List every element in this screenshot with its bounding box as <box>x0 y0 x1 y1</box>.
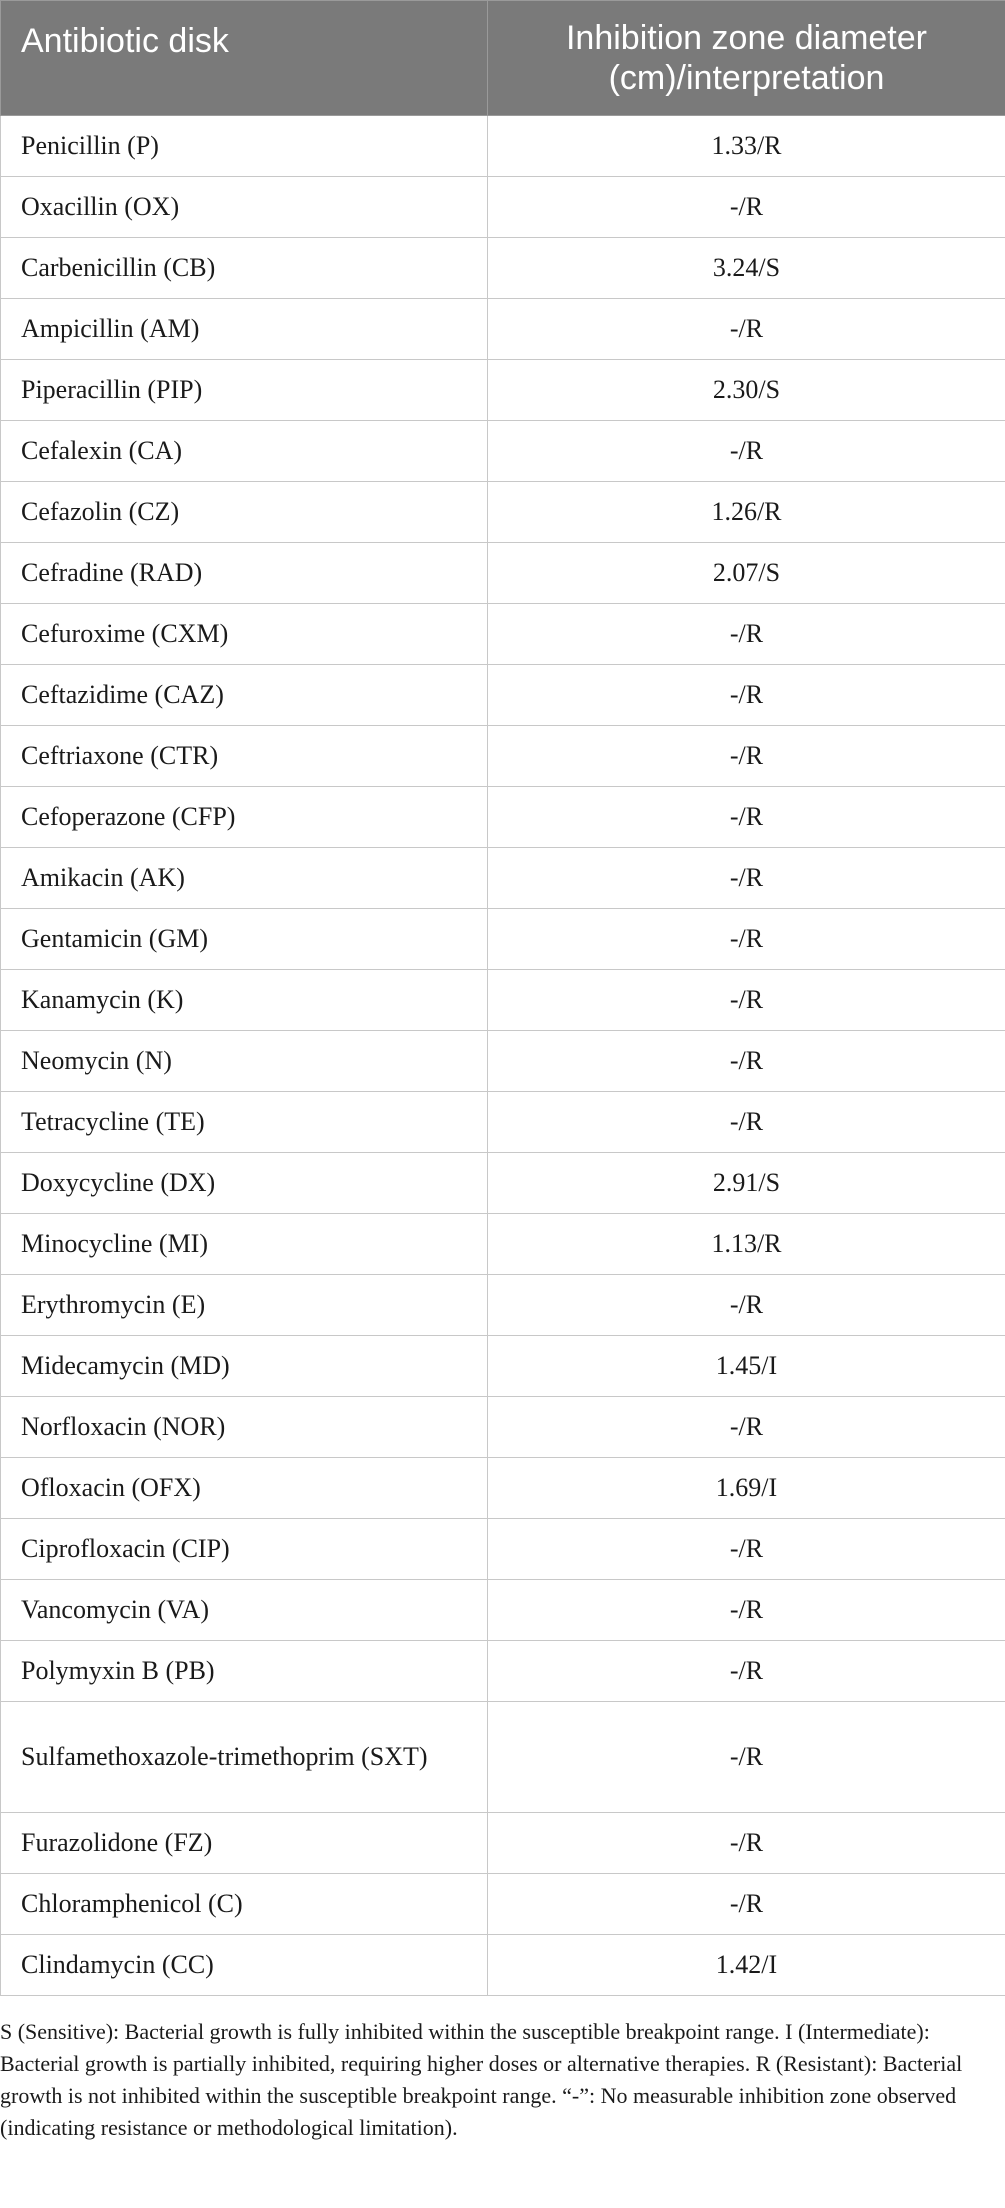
table-row <box>1 1214 1005 1275</box>
table-row <box>1 848 1005 909</box>
header-inhibition-zone: Inhibition zone diameter (cm)/interpretation <box>488 1 1005 116</box>
table-row <box>1 1641 1005 1702</box>
table-row <box>1 116 1005 177</box>
table-row <box>1 909 1005 970</box>
antibiotic-name-cell: Amikacin (AK) <box>1 848 488 909</box>
antibiotic-name-cell: Ofloxacin (OFX) <box>1 1458 488 1519</box>
inhibition-value-cell: 1.45/I <box>488 1336 1005 1397</box>
antibiotic-name-cell: Piperacillin (PIP) <box>1 360 488 421</box>
inhibition-value-cell: -/R <box>488 604 1005 665</box>
antibiotic-name-cell: Oxacillin (OX) <box>1 177 488 238</box>
antibiotic-name-cell: Neomycin (N) <box>1 1031 488 1092</box>
antibiotic-name-cell: Ciprofloxacin (CIP) <box>1 1519 488 1580</box>
antibiotic-name-cell: Minocycline (MI) <box>1 1214 488 1275</box>
antibiotic-name-cell: Carbenicillin (CB) <box>1 238 488 299</box>
antibiotic-name-cell: Norfloxacin (NOR) <box>1 1397 488 1458</box>
inhibition-value-cell: -/R <box>488 787 1005 848</box>
header-row <box>1 1 1005 116</box>
antibiotic-name-cell: Penicillin (P) <box>1 116 488 177</box>
table-row <box>1 1874 1005 1935</box>
antibiotic-name-cell: Chloramphenicol (C) <box>1 1874 488 1935</box>
table-row <box>1 1153 1005 1214</box>
inhibition-value-cell: -/R <box>488 1874 1005 1935</box>
table-row <box>1 1458 1005 1519</box>
inhibition-value-cell: -/R <box>488 665 1005 726</box>
inhibition-value-cell: 2.07/S <box>488 543 1005 604</box>
table-row <box>1 970 1005 1031</box>
table-row <box>1 299 1005 360</box>
inhibition-value-cell: -/R <box>488 299 1005 360</box>
table-header <box>1 1 1005 116</box>
inhibition-value-cell: -/R <box>488 909 1005 970</box>
antibiotic-name-cell: Erythromycin (E) <box>1 1275 488 1336</box>
inhibition-value-cell: 2.91/S <box>488 1153 1005 1214</box>
table-row <box>1 421 1005 482</box>
inhibition-value-cell: -/R <box>488 177 1005 238</box>
antibiotic-name-cell: Cefalexin (CA) <box>1 421 488 482</box>
table-row <box>1 1935 1005 1996</box>
antibiotic-name-cell: Ceftriaxone (CTR) <box>1 726 488 787</box>
antibiotic-name-cell: Polymyxin B (PB) <box>1 1641 488 1702</box>
inhibition-value-cell: -/R <box>488 1031 1005 1092</box>
table-row <box>1 482 1005 543</box>
table-row <box>1 177 1005 238</box>
table-row <box>1 1519 1005 1580</box>
inhibition-value-cell: -/R <box>488 1641 1005 1702</box>
antibiotic-name-cell: Vancomycin (VA) <box>1 1580 488 1641</box>
table-row <box>1 1092 1005 1153</box>
inhibition-value-cell: 3.24/S <box>488 238 1005 299</box>
table-footnote: S (Sensitive): Bacterial growth is fully inhibited within the susceptible breakpoint range. I (Intermediate): Bacterial growth is partially inhibited, requiring higher doses or alternative therapies. R (Resistant): Bacterial growth is not inhibited within the susceptible breakpoint range. “-”: No measurable inhibition zone observed (indicating resistance or methodological limitation). <box>0 2019 963 2140</box>
inhibition-value-cell: -/R <box>488 1275 1005 1336</box>
table-row <box>1 1397 1005 1458</box>
antibiotic-name-cell: Kanamycin (K) <box>1 970 488 1031</box>
inhibition-value-cell: 2.30/S <box>488 360 1005 421</box>
inhibition-value-cell: 1.13/R <box>488 1214 1005 1275</box>
inhibition-value-cell: -/R <box>488 1519 1005 1580</box>
antibiotic-name-cell: Gentamicin (GM) <box>1 909 488 970</box>
table-row <box>1 1580 1005 1641</box>
table-row <box>1 726 1005 787</box>
antibiotic-name-cell: Sulfamethoxazole-trimethoprim (SXT) <box>1 1702 488 1813</box>
inhibition-value-cell: -/R <box>488 1702 1005 1813</box>
header-antibiotic-disk: Antibiotic disk <box>1 1 488 116</box>
antibiotic-name-cell: Cefradine (RAD) <box>1 543 488 604</box>
table-row <box>1 360 1005 421</box>
table-row <box>1 1813 1005 1874</box>
antibiotic-name-cell: Ampicillin (AM) <box>1 299 488 360</box>
inhibition-value-cell: -/R <box>488 1092 1005 1153</box>
antibiotic-name-cell: Clindamycin (CC) <box>1 1935 488 1996</box>
antibiotic-name-cell: Tetracycline (TE) <box>1 1092 488 1153</box>
table-row <box>1 1702 1005 1813</box>
antibiotic-name-cell: Cefuroxime (CXM) <box>1 604 488 665</box>
inhibition-value-cell: -/R <box>488 1580 1005 1641</box>
table-row <box>1 604 1005 665</box>
antibiotic-name-cell: Furazolidone (FZ) <box>1 1813 488 1874</box>
table-body <box>1 116 1005 1996</box>
inhibition-value-cell: 1.33/R <box>488 116 1005 177</box>
inhibition-value-cell: -/R <box>488 726 1005 787</box>
table-row <box>1 1031 1005 1092</box>
inhibition-value-cell: 1.42/I <box>488 1935 1005 1996</box>
antibiotic-name-cell: Ceftazidime (CAZ) <box>1 665 488 726</box>
table-row <box>1 787 1005 848</box>
antibiotic-name-cell: Midecamycin (MD) <box>1 1336 488 1397</box>
inhibition-value-cell: 1.26/R <box>488 482 1005 543</box>
inhibition-value-cell: -/R <box>488 848 1005 909</box>
antibiotic-name-cell: Cefoperazone (CFP) <box>1 787 488 848</box>
table-row <box>1 543 1005 604</box>
inhibition-value-cell: 1.69/I <box>488 1458 1005 1519</box>
inhibition-value-cell: -/R <box>488 1813 1005 1874</box>
antibiotic-name-cell: Doxycycline (DX) <box>1 1153 488 1214</box>
inhibition-value-cell: -/R <box>488 421 1005 482</box>
inhibition-value-cell: -/R <box>488 970 1005 1031</box>
antibiotic-name-cell: Cefazolin (CZ) <box>1 482 488 543</box>
table-row <box>1 1275 1005 1336</box>
table-row <box>1 1336 1005 1397</box>
table-row <box>1 238 1005 299</box>
table-row <box>1 665 1005 726</box>
inhibition-value-cell: -/R <box>488 1397 1005 1458</box>
